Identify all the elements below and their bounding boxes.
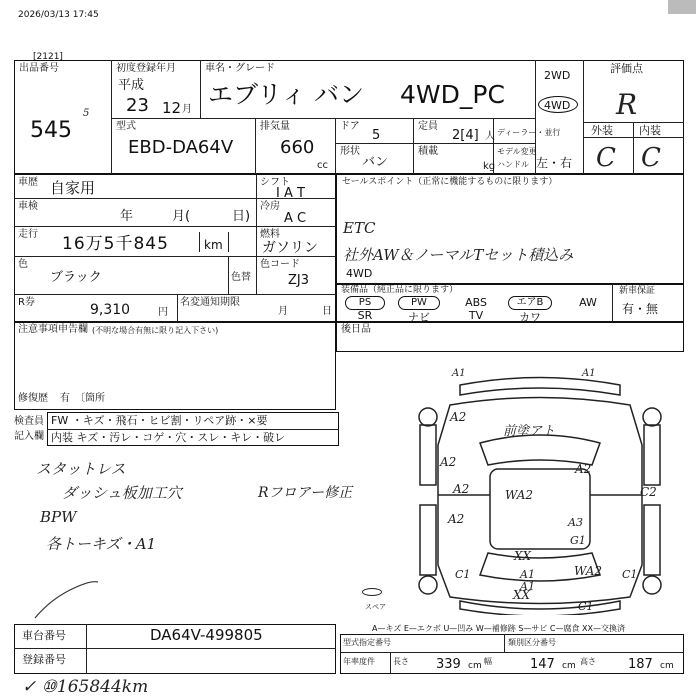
mark-g1: G1	[570, 534, 586, 547]
registration-era: 平成	[118, 78, 145, 93]
exterior-score: C	[596, 143, 616, 173]
fuel-value: ガソリン	[262, 240, 318, 256]
print-timestamp: 2026/03/13 17:45	[18, 10, 99, 20]
mark-c2: C2	[640, 485, 657, 499]
drive-2wd: 2WD	[544, 69, 571, 82]
mark-xx-1: XX	[514, 549, 532, 563]
later-items-label: 後日品	[341, 324, 371, 335]
spare-icon	[362, 588, 382, 596]
fuel-label: 燃料	[260, 229, 280, 240]
hand-note-5: 各トーキズ・A1	[46, 535, 157, 553]
inspector-row-1: FW ・キズ・飛石・ヒビ割・リペア跡・×要	[51, 414, 268, 427]
shape-label: 形状	[340, 146, 360, 157]
mark-xx-2: XX	[513, 588, 531, 602]
score-label: 評価点	[610, 62, 643, 75]
shift-value: I A T	[276, 186, 305, 201]
selling-points-label: セールスポイント（正常に機能するものに限ります）	[342, 177, 558, 187]
hand-note-1: スタットレス	[36, 460, 126, 478]
equip-leather: カワ	[519, 311, 541, 324]
new-warranty-label: 新車保証	[619, 286, 656, 296]
handle-value: 左・右	[536, 156, 573, 170]
inspector-row-2: 内装 キズ・汚レ・コゲ・穴・スレ・キレ・破レ	[51, 431, 286, 444]
load-label: 積載	[418, 146, 438, 157]
color-code-value: ZJ3	[288, 273, 310, 288]
vin-label: 車台番号	[22, 629, 66, 642]
height-unit: cm	[660, 661, 674, 671]
new-warranty-value: 有・無	[622, 302, 659, 316]
length-unit: cm	[468, 661, 482, 671]
inspector-label-2: 記入欄	[14, 431, 44, 442]
damage-legend: A—キズ E—エクボ U—凹み W—補修跡 S—サビ C—腐食 XX—交換済	[372, 624, 626, 633]
doors-value: 5	[372, 128, 381, 143]
inspection-label: 車検	[18, 201, 38, 212]
selling-line-1: ETC	[343, 219, 376, 237]
length-label: 長さ	[393, 657, 409, 666]
length-value: 339	[436, 657, 461, 672]
notes-sublabel: (不明な場合有無に限り記入下さい)	[92, 326, 219, 335]
equip-abs: ABS	[465, 296, 487, 309]
reg-no-label: 登録番号	[22, 653, 66, 666]
load-unit: kg	[483, 161, 496, 172]
registration-label: 初度登録年月	[116, 63, 176, 74]
inspection-year: 年	[120, 209, 134, 224]
inspection-day: 日)	[232, 209, 251, 224]
capacity-unit: 人	[485, 131, 495, 142]
notice-day: 日	[322, 306, 332, 317]
mark-c1-3: C1	[578, 600, 594, 613]
shape-value: バン	[362, 155, 389, 170]
height-label: 高さ	[580, 657, 596, 666]
aircon-value: A C	[284, 211, 307, 226]
mark-a2-3: A2	[575, 462, 592, 476]
spare-label: スペア	[365, 603, 386, 611]
color-change-label: 色替	[231, 272, 251, 283]
repair-place: 〔箇所	[75, 393, 105, 404]
displacement-label: 排気量	[260, 121, 290, 132]
capacity-value: 2[4]	[452, 128, 479, 143]
mark-a2-5: A2	[448, 512, 465, 526]
mark-wa2-1: WA2	[505, 488, 534, 502]
mark-c1-2: C1	[622, 568, 638, 581]
inspection-month: 月(	[172, 209, 191, 224]
color-code-label: 色コード	[260, 259, 300, 270]
model-code: EBD-DA64V	[128, 137, 234, 158]
doors-label: ドア	[340, 121, 360, 132]
equipment-label: 装備品（純正品に限ります）	[341, 285, 459, 295]
footer-handwritten-mileage: ✓ ⑩165844km	[22, 677, 149, 697]
corner-marker	[668, 0, 696, 14]
history-value: 自家用	[50, 179, 96, 197]
registration-month: 12	[162, 99, 182, 117]
sheet-code: [2121]	[33, 52, 63, 62]
hand-note-2: ダッシュ板加工穴	[62, 484, 182, 502]
equip-aw: AW	[579, 296, 597, 309]
mark-front-paint: 前塗アト	[503, 424, 556, 439]
notes-label: 注意事項申告欄	[18, 324, 88, 335]
mark-a1-2: A1	[582, 368, 596, 379]
mark-a3: A3	[568, 516, 583, 529]
mark-wa2-2: WA2	[574, 564, 603, 578]
lot-number: 545	[30, 118, 72, 143]
shift-label: シフト	[260, 177, 290, 188]
height-value: 187	[628, 657, 653, 672]
selling-line-3: 4WD	[346, 267, 373, 280]
displacement-value: 660	[280, 137, 315, 158]
mark-a2-1: A2	[450, 410, 467, 424]
dealer-label: ディーラー・並行	[497, 128, 561, 137]
color-label: 色	[18, 259, 28, 270]
selling-points-box	[336, 174, 684, 284]
color-value: ブラック	[50, 270, 102, 285]
mark-a1-3: A1	[520, 568, 535, 581]
notice-month: 月	[278, 306, 288, 317]
mark-a2-2: A2	[440, 455, 457, 469]
mileage-label: 走行	[18, 229, 38, 240]
recycle-label: R券	[18, 297, 35, 308]
model-label: 型式	[116, 121, 136, 132]
class-number-label: 類別区分番号	[508, 638, 556, 647]
drive-4wd: 4WD	[544, 99, 571, 112]
score-value: R	[616, 88, 638, 121]
notice-label: 名変通知期限	[180, 297, 240, 308]
later-items-box	[336, 322, 684, 352]
repair-label: 修復歴	[18, 393, 48, 404]
year-rate-label: 年率度件	[343, 657, 375, 666]
interior-score: C	[641, 143, 661, 173]
equip-sr: SR	[357, 309, 373, 322]
pen-stroke	[30, 580, 100, 620]
hand-note-4: BPW	[40, 508, 77, 526]
type-number-label: 型式指定番号	[343, 638, 391, 647]
recycle-unit: 円	[158, 307, 168, 318]
equip-pw: PW	[398, 296, 440, 310]
registration-month-unit: 月	[182, 104, 192, 115]
mileage-value: 16万5千845	[62, 234, 169, 254]
width-unit: cm	[562, 661, 576, 671]
aircon-label: 冷房	[260, 201, 280, 212]
mark-a2-4: A2	[453, 482, 470, 496]
handle-label: ハンドル	[497, 160, 529, 169]
exterior-label: 外装	[591, 124, 613, 137]
car-name: エブリィ バン	[208, 80, 364, 109]
displacement-unit: cc	[317, 160, 328, 171]
equip-airbag: エアB	[508, 296, 552, 310]
model-change-label: モデル変更	[497, 147, 537, 156]
car-grade: 4WD_PC	[400, 80, 505, 109]
repair-value: 有	[60, 393, 70, 404]
history-label: 車歴	[18, 177, 38, 188]
mark-a1-4: A1	[520, 580, 535, 593]
mileage-unit: km	[204, 238, 223, 252]
lot-mark: 5	[83, 108, 90, 119]
capacity-label: 定員	[418, 121, 438, 132]
equip-navi: ナビ	[408, 311, 430, 324]
selling-line-2: 社外AW＆ノーマルTセット積込み	[343, 246, 574, 264]
lot-label: 出品番号	[19, 63, 59, 74]
width-value: 147	[530, 657, 555, 672]
vin-value: DA64V-499805	[150, 626, 263, 644]
width-label: 幅	[484, 657, 492, 666]
inspector-label: 検査員	[14, 416, 44, 427]
equip-ps: PS	[345, 296, 385, 310]
interior-label: 内装	[639, 124, 661, 137]
recycle-value: 9,310	[90, 302, 131, 318]
hand-note-3: Rフロアー修正	[258, 485, 353, 501]
equip-tv: TV	[468, 309, 484, 322]
mark-c1-1: C1	[455, 568, 471, 581]
registration-year: 23	[126, 95, 149, 116]
car-name-label: 車名・グレード	[205, 63, 275, 74]
mark-a1-1: A1	[452, 368, 466, 379]
